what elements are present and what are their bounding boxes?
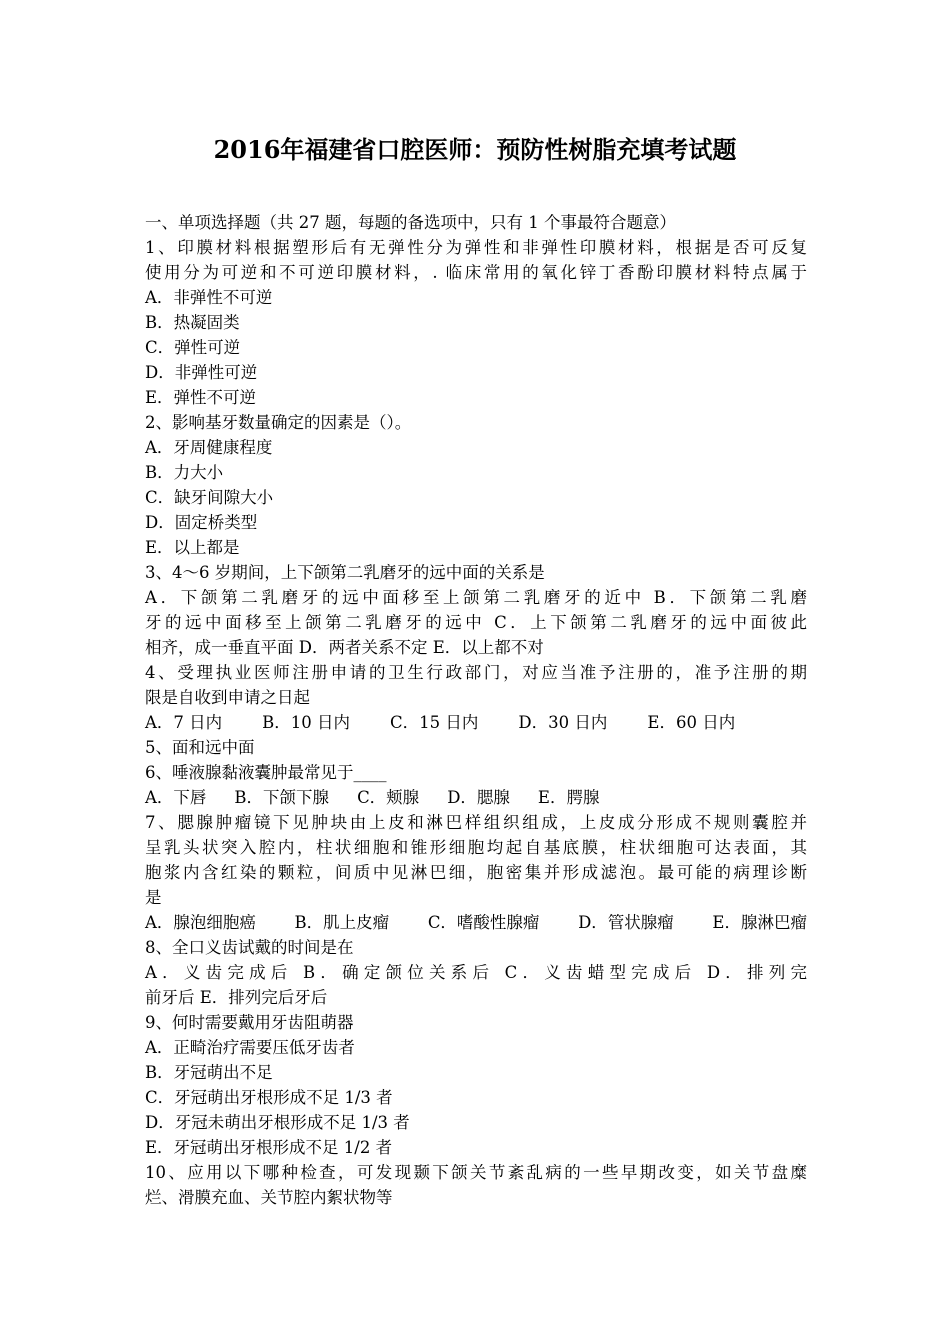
question-stem: 使用分为可逆和不可逆印膜材料，. 临床常用的氧化锌丁香酚印膜材料特点属于 [145, 263, 807, 282]
option: A．腺泡细胞癌 [145, 913, 256, 932]
option-row [145, 910, 807, 935]
option: C．15 日内 [390, 713, 479, 732]
option: D．固定桥类型 [145, 513, 258, 532]
option: D．非弹性可逆 [145, 363, 258, 382]
option-row [145, 785, 807, 810]
question-stem: 限是自收到申请之日起 [145, 688, 310, 707]
option: C．牙冠萌出牙根形成不足 1/3 者 [145, 1088, 393, 1107]
question-stem: 是 [145, 888, 162, 907]
option-row [145, 710, 807, 735]
option: A．非弹性不可逆 [145, 288, 273, 307]
section-heading: 一、单项选择题（共 27 题，每题的备选项中，只有 1 个事最符合题意） [145, 213, 676, 232]
option: A．正畸治疗需要压低牙齿者 [145, 1038, 355, 1057]
question-list [145, 210, 807, 1210]
option: B．10 日内 [262, 713, 351, 732]
question-stem: 10、应用以下哪种检查，可发现颞下颌关节紊乱病的一些早期改变，如关节盘糜 [145, 1163, 807, 1182]
option: E．牙冠萌出牙根形成不足 1/2 者 [145, 1138, 393, 1157]
option: B．肌上皮瘤 [294, 913, 390, 932]
option: C．颊腺 [357, 788, 420, 807]
question-stem: 2、影响基牙数量确定的因素是（）。 [145, 413, 412, 432]
option-line: 前牙后 E．排列完后牙后 [145, 988, 328, 1007]
option-line: A．义齿完成后 B．确定颌位关系后 C．义齿蜡型完成后 D．排列完 [145, 963, 807, 982]
option: D．管状腺瘤 [578, 913, 674, 932]
option: A．下唇 [145, 788, 207, 807]
question-stem: 胞浆内含红染的颗粒，间质中见淋巴细，胞密集并形成滤泡。最可能的病理诊断 [145, 863, 807, 882]
option: A．牙周健康程度 [145, 438, 273, 457]
option: D．腮腺 [447, 788, 510, 807]
question-stem: 6、唾液腺黏液囊肿最常见于____ [145, 763, 387, 782]
question-stem: 4、受理执业医师注册申请的卫生行政部门，对应当准予注册的，准予注册的期 [145, 663, 807, 682]
question-stem: 烂、滑膜充血、关节腔内絮状物等 [145, 1188, 393, 1207]
option: B．下颌下腺 [234, 788, 330, 807]
option: C．嗜酸性腺瘤 [427, 913, 540, 932]
option: B．力大小 [145, 463, 224, 482]
question-stem: 7、腮腺肿瘤镜下见肿块由上皮和淋巴样组织组成，上皮成分形成不规则囊腔并 [145, 813, 807, 832]
option: E．腺淋巴瘤 [712, 913, 807, 932]
option-line: A．下颌第二乳磨牙的远中面移至上颌第二乳磨牙的近中 B．下颌第二乳磨 [145, 588, 807, 607]
option: A．7 日内 [145, 713, 223, 732]
option-line: 牙的远中面移至上颌第二乳磨牙的远中 C．上下颌第二乳磨牙的远中面彼此 [145, 613, 807, 632]
question-stem: 呈乳头状突入腔内，柱状细胞和锥形细胞均起自基底膜，柱状细胞可达表面，其 [145, 838, 807, 857]
page-title: 2016年福建省口腔医师：预防性树脂充填考试题 [213, 135, 737, 164]
option: D．牙冠未萌出牙根形成不足 1/3 者 [145, 1113, 410, 1132]
option: E．弹性不可逆 [145, 388, 257, 407]
option: C．缺牙间隙大小 [145, 488, 274, 507]
option: C．弹性可逆 [145, 338, 241, 357]
question-stem: 3、4～6 岁期间，上下颌第二乳磨牙的远中面的关系是 [145, 563, 545, 582]
option: E．以上都是 [145, 538, 240, 557]
option-line: 相齐，成一垂直平面 D．两者关系不定 E．以上都不对 [145, 638, 544, 657]
question-stem: 9、何时需要戴用牙齿阻萌器 [145, 1013, 354, 1032]
option: E．60 日内 [647, 713, 736, 732]
question-stem: 8、全口义齿试戴的时间是在 [145, 938, 354, 957]
option: B．牙冠萌出不足 [145, 1063, 273, 1082]
option: E．腭腺 [537, 788, 600, 807]
question-stem: 5、面和远中面 [145, 738, 255, 757]
option: D．30 日内 [518, 713, 608, 732]
question-stem: 1、印膜材料根据塑形后有无弹性分为弹性和非弹性印膜材料，根据是否可反复 [145, 238, 807, 257]
option: B．热凝固类 [145, 313, 240, 332]
